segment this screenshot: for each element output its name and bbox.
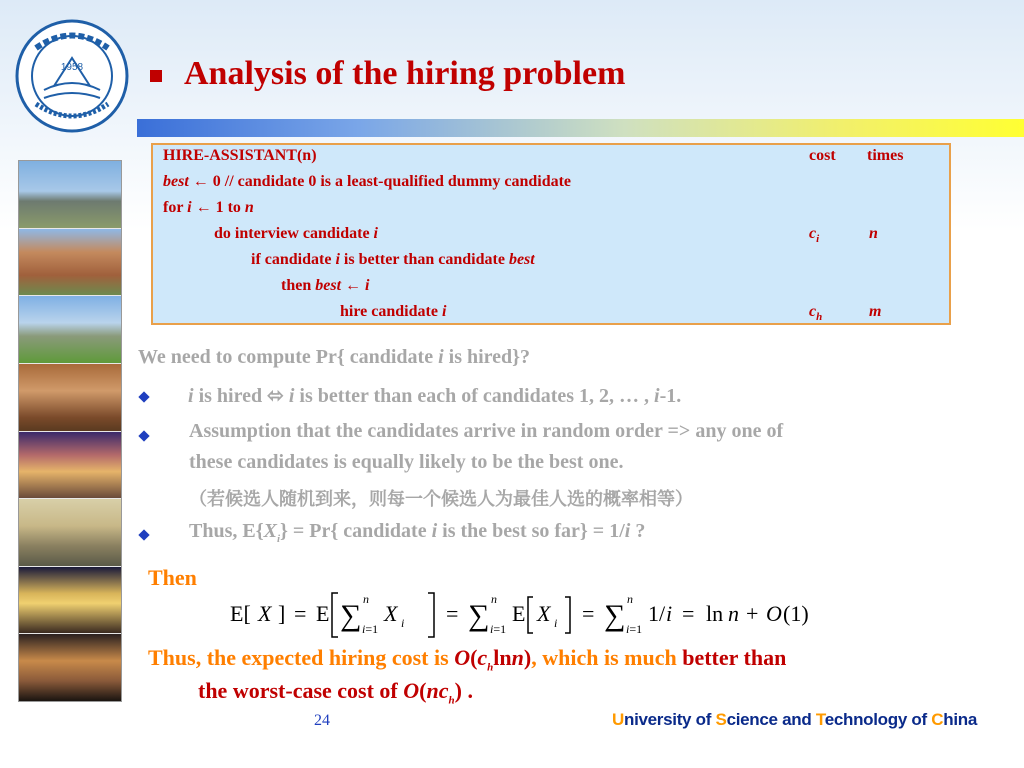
footer-initial: T (815, 710, 825, 729)
text: the worst-case cost of (198, 678, 404, 703)
svg-text:E: E (512, 601, 526, 626)
campus-photo (19, 296, 121, 364)
text: ( (470, 645, 478, 670)
svg-text:i=1: i=1 (490, 622, 507, 636)
var-x: X (263, 520, 277, 542)
then-label: Then (148, 565, 197, 590)
bullet-3 (189, 520, 645, 545)
square-bullet-icon (150, 70, 162, 82)
page-number: 24 (314, 712, 330, 729)
algo-line-2 (163, 199, 254, 217)
var-i: i (431, 520, 438, 542)
text: . (461, 678, 473, 703)
text: ln (493, 645, 512, 670)
algo-header: HIRE-ASSISTANT(n) (163, 147, 317, 164)
svg-text:X: X (384, 601, 398, 626)
times-m (869, 303, 881, 321)
times-value: n (869, 225, 878, 242)
svg-text:i=1: i=1 (362, 622, 379, 636)
bullet-2-chinese: （若候选人随机到来，则每一个候选人为最佳人选的概率相等） (189, 489, 693, 510)
footer-initial: C (931, 710, 944, 729)
svg-text:(1): (1) (783, 601, 809, 626)
algo-text: ← (341, 277, 366, 294)
svg-text:i: i (554, 616, 558, 630)
slide-title: Analysis of the hiring problem (184, 55, 626, 92)
cost-symbol: c (809, 303, 817, 320)
emphasis-text: better than (682, 645, 787, 670)
algo-text: ← 0 // candidate 0 is a least-qualified dummy candidate (188, 173, 572, 190)
var-n: n (244, 199, 254, 216)
footer-university-name (612, 710, 977, 730)
var-i: i (441, 303, 447, 320)
university-logo (14, 18, 130, 134)
logo-year: 1958 (60, 62, 84, 73)
svg-text:]: ] (278, 601, 286, 626)
cost-subscript: h (816, 311, 823, 324)
bullet-2-line-2: these candidates is equally likely to be the best one. (189, 451, 624, 473)
bullet-1 (188, 383, 681, 408)
svg-text:n: n (627, 592, 633, 606)
var-h: h (448, 694, 455, 707)
var-i: i (187, 199, 192, 216)
campus-photo (19, 634, 121, 701)
svg-text:n: n (728, 601, 739, 626)
big-o: O (454, 645, 471, 670)
algo-line-5 (281, 277, 369, 295)
svg-text:=: = (294, 601, 307, 626)
campus-photo (19, 364, 121, 432)
algorithm-box (151, 143, 951, 325)
var-n: n (511, 645, 524, 670)
var-best: best (508, 251, 535, 268)
var-i: i (335, 251, 340, 268)
svg-text:X: X (258, 601, 272, 626)
times-value: m (869, 303, 882, 320)
var-i: i (365, 277, 370, 294)
text: ? (630, 520, 646, 542)
var-i: i (276, 533, 280, 545)
footer-initial: S (715, 710, 727, 729)
svg-text:X: X (537, 601, 551, 626)
cost-ch (809, 303, 822, 323)
var-i: i (373, 225, 378, 242)
title-row (150, 55, 625, 93)
svg-text:E[: E[ (230, 601, 251, 626)
algo-line-3 (214, 225, 378, 243)
campus-photo (19, 161, 121, 229)
svg-text:i=1: i=1 (626, 622, 643, 636)
var-i: i (438, 346, 444, 368)
expectation-formula (230, 585, 870, 645)
algo-text: do interview candidate (214, 225, 374, 242)
text: ( (419, 678, 427, 703)
campus-photo-strip (18, 160, 122, 702)
diamond-bullet-icon (138, 430, 149, 441)
big-o: O (403, 678, 420, 703)
campus-photo (19, 499, 121, 567)
var-best: best (163, 173, 189, 190)
svg-text:E: E (316, 601, 330, 626)
conclusion-line-2 (198, 678, 473, 706)
svg-text:i: i (401, 616, 405, 630)
algo-text: is better than candidate (339, 251, 509, 268)
text: is hired ⬄ (193, 385, 289, 407)
svg-text:=: = (682, 601, 695, 626)
algo-text: ← 1 to (191, 199, 245, 216)
footer-text: cience and (726, 710, 816, 729)
intro-question (138, 346, 530, 369)
var-nc: nc (426, 678, 449, 703)
svg-text:∑: ∑ (604, 599, 626, 632)
var-i: i (624, 520, 631, 542)
svg-text:O: O (766, 601, 782, 626)
cost-subscript: i (816, 233, 820, 246)
svg-text:i: i (666, 601, 673, 626)
svg-text:=: = (582, 601, 595, 626)
conclusion-line-1 (148, 645, 786, 673)
times-n (869, 225, 878, 243)
cost-header: cost (809, 147, 836, 164)
var-c: c (477, 645, 488, 670)
svg-text:n: n (363, 592, 369, 606)
footer-text: echnology of (824, 710, 932, 729)
algo-text: then (281, 277, 316, 294)
var-i: i (188, 385, 194, 407)
algo-text: for (163, 199, 188, 216)
text: is the best so far} = 1/ (437, 520, 625, 542)
svg-text:∑: ∑ (340, 599, 362, 632)
var-i: i (288, 385, 295, 407)
text: } = Pr{ candidate (280, 520, 432, 542)
svg-text:n: n (491, 592, 497, 606)
algo-line-4 (251, 251, 535, 269)
algo-text: if candidate (251, 251, 336, 268)
svg-text:=: = (446, 601, 459, 626)
svg-text:1/: 1/ (648, 601, 666, 626)
algo-line-6 (340, 303, 446, 321)
cost-ci (809, 225, 819, 245)
text: is better than each of candidates 1, 2, … , (294, 385, 655, 407)
text: Thus, E{ (189, 520, 264, 542)
svg-text:+: + (746, 601, 759, 626)
cost-symbol: c (809, 225, 817, 242)
title-underline-bar (137, 119, 1024, 137)
footer-initial: U (612, 710, 624, 729)
text: ) (523, 645, 532, 670)
text: -1. (659, 385, 682, 407)
algo-text: hire candidate (340, 303, 442, 320)
campus-photo (19, 567, 121, 635)
text: Thus, the expected hiring cost is (148, 645, 455, 670)
bullet-2-line-1: Assumption that the candidates arrive in random order => any one of (189, 420, 784, 442)
times-header: times (867, 147, 904, 164)
diamond-bullet-icon (138, 529, 149, 540)
svg-text:ln: ln (706, 601, 724, 626)
text: ) (454, 678, 462, 703)
footer-text: hina (943, 710, 978, 729)
campus-photo (19, 432, 121, 500)
campus-photo (19, 229, 121, 297)
text: , which is much (531, 645, 683, 670)
var-best: best (315, 277, 342, 294)
svg-text:∑: ∑ (468, 599, 490, 632)
footer-text: niversity of (623, 710, 716, 729)
diamond-bullet-icon (138, 391, 149, 402)
text: We need to compute Pr{ candidate (138, 346, 439, 368)
text: is hired}? (443, 346, 531, 368)
algo-line-1 (163, 173, 571, 191)
var-h: h (487, 661, 494, 674)
var-i: i (654, 385, 660, 407)
